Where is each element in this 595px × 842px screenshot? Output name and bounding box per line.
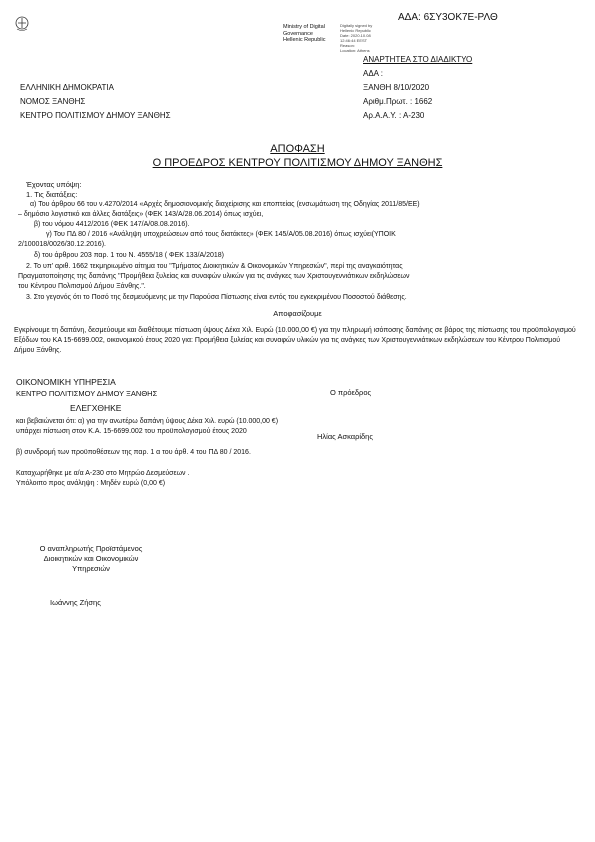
doc-date: ΞΑΝΘΗ 8/10/2020	[363, 83, 430, 92]
protocol-number: Αριθμ.Πρωτ. : 1662	[363, 97, 433, 106]
emblem-icon	[14, 14, 30, 32]
ada-top: ΑΔΑ: 6ΣΥ3ΟΚ7Ε-ΡΛΘ	[398, 12, 498, 23]
deputy-name: Ιωάννης Ζήσης	[50, 598, 101, 607]
president-name: Ηλίας Ασκαρίδης	[317, 432, 373, 441]
organization-label: ΚΕΝΤΡΟ ΠΟΛΙΤΙΣΜΟΥ ΔΗΜΟΥ ΞΑΝΘΗΣ	[20, 111, 171, 120]
doc-title: ΑΠΟΦΑΣΗ	[270, 143, 325, 155]
ada-label: ΑΔΑ :	[363, 69, 384, 78]
deputy-title-3: Υπηρεσιών	[72, 564, 110, 573]
finance-subtitle: ΚΕΝΤΡΟ ΠΟΛΙΤΙΣΜΟΥ ΔΗΜΟΥ ΞΑΝΘΗΣ	[16, 389, 158, 398]
post-online-label: ΑΝΑΡΤΗΤΕΑ ΣΤΟ ΔΙΑΔΙΚΤΥΟ	[363, 55, 473, 64]
decision-heading: Αποφασίζουμε	[273, 309, 322, 318]
clause-1a-cont: – δημόσιο λογιστικό και άλλες διατάξεις» (ΦΕΚ 143/Α/28.06.2014) όπως ισχύει,	[18, 211, 264, 218]
finance-balance: Υπόλοιπο προς ανάληψη : Μηδέν ευρώ (0,00 €)	[16, 480, 166, 487]
aay-number: Αρ.Α.Α.Υ. : Α-230	[363, 111, 425, 120]
intro-text: Έχοντας υπόψη:	[26, 180, 82, 189]
clause-1b: β) του νόμου 4412/2016 (ΦΕΚ 147/Α/08.08.2016).	[34, 221, 190, 228]
prefecture-label: ΝΟΜΟΣ ΞΑΝΘΗΣ	[20, 97, 86, 106]
republic-label: ΕΛΛΗΝΙΚΗ ΔΗΜΟΚΡΑΤΙΑ	[20, 83, 114, 92]
finance-text-b: β) συνδρομή των προϋποθέσεων της παρ. 1 α του άρθ. 4 του ΠΔ 80 / 2016.	[16, 449, 251, 456]
finance-title: ΟΙΚΟΝΟΜΙΚΗ ΥΠΗΡΕΣΙΑ	[16, 377, 116, 387]
finance-registry: Καταχωρήθηκε με α/α Α-230 στο Μητρώο Δεσμεύσεων .	[16, 470, 190, 477]
deputy-title-1: Ο αναπληρωτής Προϊστάμενος	[39, 544, 143, 553]
clause-2-cont2: του Κέντρου Πολιτισμού Δήμου Ξάνθης.".	[18, 283, 146, 290]
ministry-block: Ministry of Digital Governance Hellenic Republic	[283, 24, 326, 43]
clause-3: 3. Στο γεγονός ότι το Ποσό της δεσμευόμενης με την Παρούσα Πίστωσης είναι εντός του εγκεκριμένου Ποσοστού διάθεσης.	[26, 294, 407, 301]
clause-2: 2. Το υπ' αριθ. 1662 τεκμηριωμένο αίτημα του "Τμήματος Διοικητικών & Οικονομικών Υπηρεσιών", περί της αναγκαιότητας	[26, 263, 403, 270]
clause-1c: γ) Του ΠΔ 80 / 2016 «Ανάληψη υποχρεώσεων από τους διατάκτες» (ΦΕΚ 145/Α/05.08.2016) όπως ισχύει(ΥΠΟΙΚ	[46, 231, 396, 238]
clause-1c-cont: 2/100018/0026/30.12.2016).	[18, 241, 106, 248]
clause-1d: δ) του άρθρου 203 παρ. 1 του Ν. 4555/18 ( ΦΕΚ 133/Α/2018)	[34, 252, 224, 259]
finance-text: και βεβαιώνεται ότι: α) για την ανωτέρω δαπάνη ύψους Δέκα Χιλ. ευρώ (10.000,00 €) υπάρχει πίστωση στον Κ.Α. 15-6699.002 του προϋπολογισμού έτους 2020	[16, 418, 279, 435]
clause-1a: α) Του άρθρου 66 του ν.4270/2014 «Αρχές δημοσιονομικής διαχείρισης και εποπτείας (ενσωμάτωση της Οδηγίας 2011/85/ΕΕ)	[30, 201, 420, 208]
decision-text: Εγκρίνουμε τη δαπάνη, δεσμεύουμε και διαθέτουμε πίστωση ύψους Δέκα Χιλ. Ευρώ (10.000,00 €) για την πληρωμή ισόποσης δαπάνης σε βάρος της πίστωσης του προϋπολογισμού Εξόδων του ΚΑ 15-6699.002, οικονομικού έτους 2020 για: Προμήθεια ξυλείας και συναφών υλικών για τις ανάγκες των Χριστουγεννιάτικων εκδηλώσεων του Κέντρου Πολιτισμού Δήμου Ξάνθης.	[14, 327, 576, 354]
checked-label: ΕΛΕΓΧΘΗΚΕ	[70, 403, 122, 413]
president-label: Ο πρόεδρος	[330, 388, 372, 397]
deputy-title-2: Διοικητικών και Οικονομικών	[43, 554, 139, 563]
clause-2-cont: Πραγματοποίησης της δαπάνης "Προμήθεια ξυλείας και συναφών υλικών για τις ανάγκες των Χριστουγεννιάτικων εκδηλώσεων	[18, 273, 410, 280]
doc-subtitle: Ο ΠΡΟΕΔΡΟΣ ΚΕΝΤΡΟΥ ΠΟΛΙΤΙΣΜΟΥ ΔΗΜΟΥ ΞΑΝΘΗΣ	[152, 157, 443, 169]
clause-1: 1. Τις διατάξεις:	[26, 190, 78, 199]
digital-signature-details: Digitally signed by Hellenic Republic Date: 2020.10.08 12:46:44 EEST Reason: Location: Athens	[340, 23, 373, 53]
